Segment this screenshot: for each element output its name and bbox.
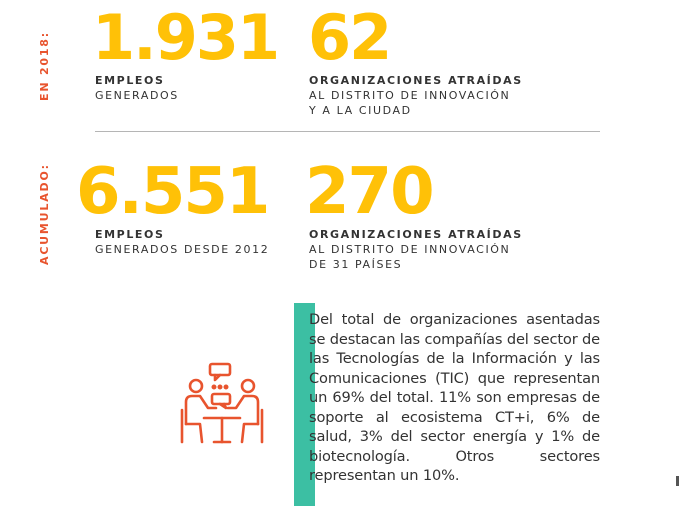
orgs-cumulative-caption-line3: DE 31 PAÍSES (309, 258, 403, 271)
section-divider (95, 131, 600, 132)
orgs-2018-caption-line2: AL DISTRITO DE INNOVACIÓN (309, 89, 511, 102)
jobs-2018-caption-line1: EMPLEOS (95, 74, 165, 87)
jobs-2018-caption-line2: GENERADOS (95, 89, 179, 102)
jobs-cumulative-caption (95, 227, 269, 257)
jobs-cumulative-number: 6.551 (76, 155, 269, 229)
sector-paragraph: Del total de organizaciones asentadas se destacan las compañías del sector de las Tecnologías de la Información y las Comunicaciones (TIC) que representan un 69% del total. 11% son empresas de soporte al ecosistema CT+i, 6% de salud, 3% del sector energía y 1% de biotecnología. Otros sectores representan un 10%. (309, 311, 600, 484)
orgs-2018-number: 62 (308, 1, 391, 74)
jobs-cumulative-caption-line2: GENERADOS DESDE 2012 (95, 243, 270, 256)
orgs-cumulative-caption (309, 227, 523, 272)
jobs-2018-caption (95, 73, 179, 103)
jobs-2018-number: 1.931 (92, 1, 279, 74)
section-2018-label: EN 2018: (38, 31, 51, 101)
section-cumulative-label: ACUMULADO: (38, 163, 51, 265)
orgs-cumulative-number: 270 (305, 155, 433, 229)
orgs-2018-caption-line1: ORGANIZACIONES ATRAÍDAS (309, 74, 523, 87)
jobs-cumulative-caption-line1: EMPLEOS (95, 228, 165, 241)
orgs-cumulative-caption-line2: AL DISTRITO DE INNOVACIÓN (309, 243, 511, 256)
orgs-2018-caption-line3: Y A LA CIUDAD (309, 104, 412, 117)
orgs-cumulative-caption-line1: ORGANIZACIONES ATRAÍDAS (309, 228, 523, 241)
orgs-2018-caption (309, 73, 523, 118)
people-meeting-icon (178, 362, 266, 450)
